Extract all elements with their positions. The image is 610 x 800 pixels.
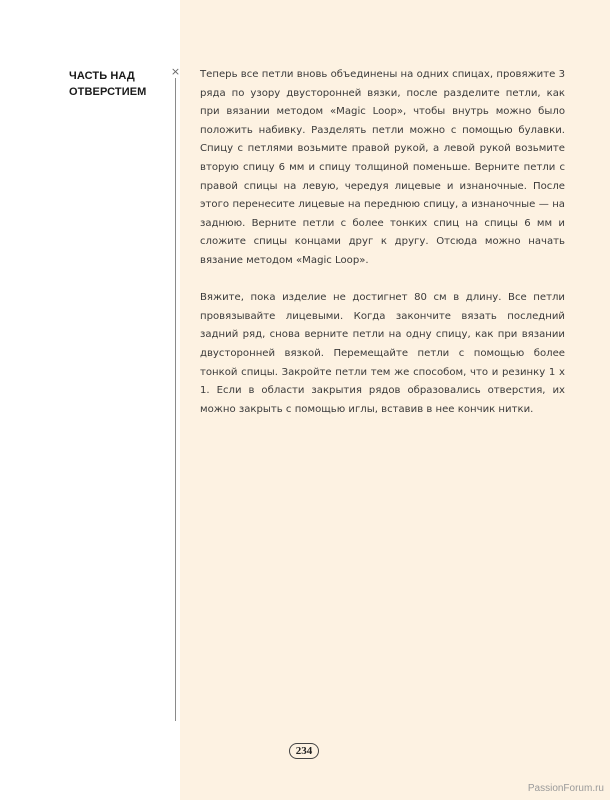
section-heading-line-2: ОТВЕРСТИЕМ xyxy=(69,86,147,98)
paragraph: Теперь все петли вновь объединены на одних спицах, провяжите 3 ряда по узору двусторонней вязки, после разделите петли, как при вязании методом «Magic Loop», чтобы внутрь можно было положить набивку. Разделять петли можно с помощью булавки. Спицу с петлями возьмите правой рукой, а левой рукой возьмите вторую спицу 6 мм и спицу толщиной поменьше. Верните петли с правой спицы на левую, чередуя лицевые и изнаночные. После этого перенесите лицевые на переднюю спицу, а изнаночные — на заднюю. Верните петли с более тонких спиц на спицы 6 мм и сложите спицы концами друг к другу. Отсюда можно начать вязание методом «Magic Loop». xyxy=(200,69,565,266)
section-heading-line-1: ЧАСТЬ НАД xyxy=(69,70,135,82)
instructions-text xyxy=(200,66,565,419)
cross-marker-icon: × xyxy=(170,65,181,78)
section-heading xyxy=(69,68,169,100)
page-number: 234 xyxy=(289,743,319,759)
watermark-text: PassionForum.ru xyxy=(527,783,604,794)
vertical-divider xyxy=(175,78,176,721)
paragraph: Вяжите, пока изделие не достигнет 80 см в длину. Все петли провязывайте лицевыми. Когда закончите вязать последний задний ряд, снова верните петли на одну спицу, как при вязании двусторонней вязкой. Перемещайте петли с помощью более тонкой спицы. Закройте петли тем же способом, что и резинку 1 х 1. Если в области закрытия рядов образовались отверстия, их можно закрыть с помощью иглы, вставив в нее кончик нитки. xyxy=(200,292,565,415)
